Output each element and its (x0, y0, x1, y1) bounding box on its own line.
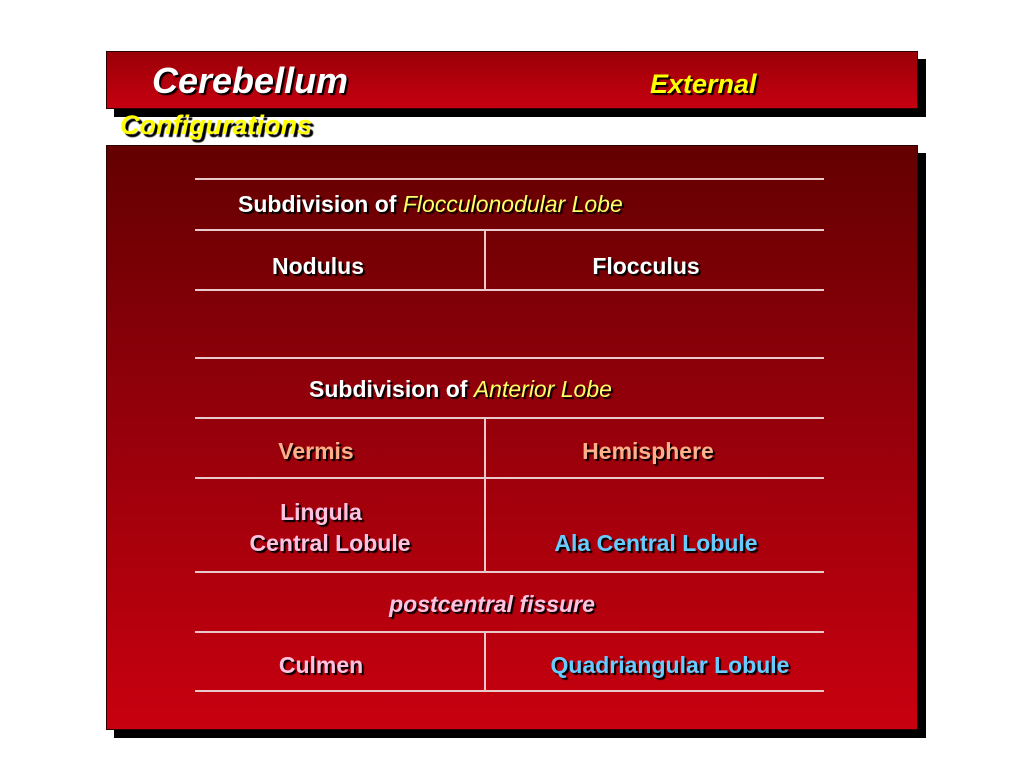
table-rule (195, 631, 824, 633)
header-lobe: Flocculonodular Lobe (402, 191, 623, 217)
flocculonodular-header (238, 189, 623, 220)
header-prefix: Subdivision of (309, 376, 468, 402)
nodulus-cell: Nodulus (272, 253, 364, 279)
header-lobe: Anterior Lobe (473, 376, 612, 402)
table-rule (195, 690, 824, 692)
content-panel (106, 145, 918, 730)
column-divider (484, 632, 486, 691)
vermis-cell: Vermis (278, 438, 354, 464)
slide-subtitle: External (650, 69, 757, 99)
culmen-cell: Culmen (278, 652, 364, 678)
column-divider (484, 418, 486, 572)
slide-title: Cerebellum (152, 60, 349, 101)
table-rule (195, 289, 824, 291)
table-rule (195, 477, 824, 479)
table-rule (195, 229, 824, 231)
table-rule (195, 571, 824, 573)
flocculus-cell: Flocculus (592, 253, 700, 279)
lingula-cell: Lingula (280, 499, 362, 525)
central-lobule-cell: Central Lobule (249, 530, 411, 556)
table-rule (195, 178, 824, 180)
header-prefix: Subdivision of (238, 191, 397, 217)
postcentral-fissure-row: postcentral fissure (389, 591, 595, 617)
anterior-lobe-header (309, 374, 612, 405)
slide-subtitle-line2: Configurations (120, 110, 312, 140)
quadriangular-lobule-cell: Quadriangular Lobule (550, 652, 790, 678)
column-divider (484, 230, 486, 290)
table-rule (195, 417, 824, 419)
hemisphere-cell: Hemisphere (582, 438, 714, 464)
ala-central-lobule-cell: Ala Central Lobule (554, 530, 758, 556)
table-rule (195, 357, 824, 359)
